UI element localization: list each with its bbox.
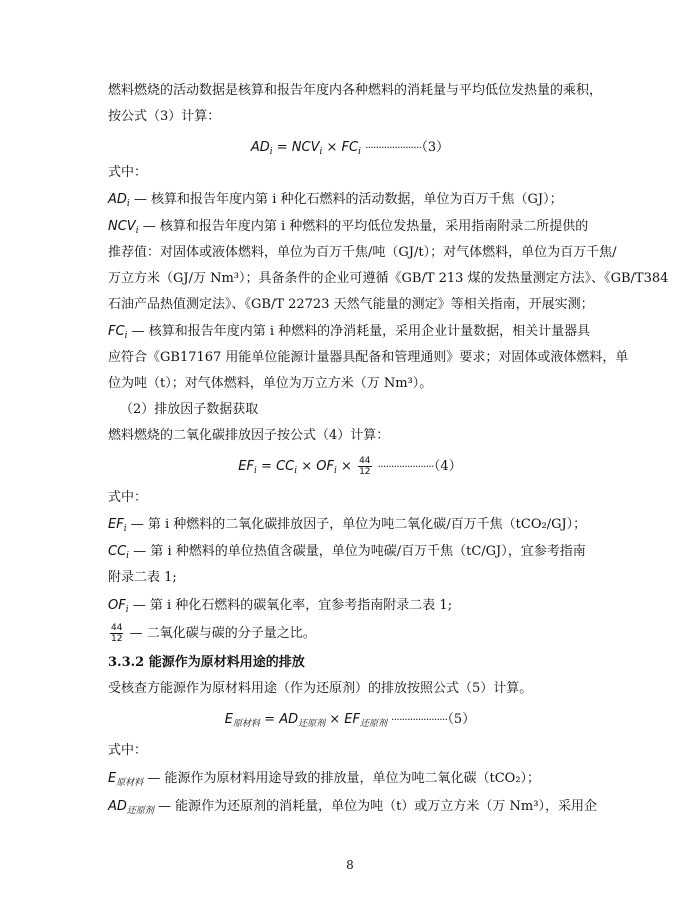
definition-ad-reductant bbox=[108, 798, 597, 820]
def-fraction bbox=[110, 623, 123, 644]
eq-term: E bbox=[224, 712, 234, 727]
def-subscript: i bbox=[135, 226, 139, 236]
definition-fraction bbox=[108, 623, 316, 644]
def-subscript: i bbox=[125, 605, 129, 615]
eq-operator: = bbox=[256, 459, 277, 474]
eq-operator: × bbox=[297, 459, 317, 474]
def-subscript: i bbox=[126, 551, 130, 561]
eq-term: CC bbox=[276, 459, 295, 474]
leader-dots: ····················· bbox=[365, 143, 422, 154]
definition-ncv-cont: 推荐值：对固体或液体燃料，单位为百万千焦/吨（GJ/t）；对气体燃料，单位为百万千焦/ bbox=[108, 245, 617, 260]
equation-number: （5） bbox=[447, 712, 476, 727]
def-variable: FC bbox=[108, 324, 125, 339]
eq-subscript: 原材料 bbox=[233, 719, 261, 729]
eq-subscript: i bbox=[294, 466, 298, 476]
definition-fc-cont: 位为吨（t）；对气体燃料，单位为万立方米（万 Nm³）。 bbox=[108, 376, 433, 391]
eq-subscript: 还原剂 bbox=[298, 719, 326, 729]
def-subscript: 原材料 bbox=[116, 778, 144, 788]
definition-cc bbox=[108, 543, 586, 565]
eq-term: FC bbox=[341, 140, 359, 155]
eq-operator: × bbox=[325, 712, 345, 727]
def-variable: AD bbox=[108, 799, 127, 814]
equation-number: （4） bbox=[433, 459, 462, 474]
definition-ad bbox=[108, 191, 563, 213]
fraction-numerator: 44 bbox=[359, 456, 371, 466]
def-subscript: 还原剂 bbox=[126, 806, 154, 816]
def-variable: OF bbox=[108, 598, 126, 613]
def-text: — 第 i 种燃料的单位热值含碳量，单位为吨碳/百万千焦（tC/GJ），宜参考指南 bbox=[129, 544, 586, 559]
eq-subscript: i bbox=[334, 466, 337, 476]
def-text: — 第 i 种燃料的二氧化碳排放因子，单位为吨二氧化碳/百万千焦（tCO₂/GJ）； bbox=[126, 517, 587, 532]
def-text: — 第 i 种化石燃料的碳氧化率，宜参考指南附录二表 1; bbox=[128, 598, 453, 613]
def-text: — 核算和报告年度内第 i 种化石燃料的活动数据，单位为百万千焦（GJ）； bbox=[129, 192, 563, 207]
eq-subscript: i bbox=[269, 147, 273, 157]
def-variable: EF bbox=[108, 517, 124, 532]
eq-term: AD bbox=[279, 712, 299, 727]
eq-term: AD bbox=[250, 140, 270, 155]
definition-fc bbox=[108, 323, 590, 345]
equation-3 bbox=[0, 136, 700, 157]
fraction-numerator: 44 bbox=[111, 623, 123, 633]
page-number: 8 bbox=[346, 858, 354, 872]
paragraph-line: 按公式（3）计算： bbox=[108, 109, 221, 124]
leader-dots: ····················· bbox=[377, 462, 434, 473]
eq-operator: × bbox=[336, 459, 357, 474]
definition-ncv bbox=[108, 218, 588, 240]
eq-term: EF bbox=[238, 459, 254, 474]
equation-number: （3） bbox=[421, 140, 450, 155]
eq-term: OF bbox=[316, 459, 334, 474]
fraction-denominator: 12 bbox=[359, 467, 371, 477]
leader-dots: ····················· bbox=[391, 715, 448, 726]
equation-4 bbox=[0, 455, 700, 477]
def-text: — 二氧化碳与碳的分子量之比。 bbox=[125, 626, 316, 641]
def-subscript: i bbox=[124, 331, 128, 341]
eq-term: EF bbox=[344, 712, 360, 727]
definition-e bbox=[108, 770, 540, 792]
def-text: — 核算和报告年度内第 i 种燃料的净消耗量，采用企业计量数据，相关计量器具 bbox=[127, 324, 591, 339]
subsection-heading: 3.3.2 能源作为原材料用途的排放 bbox=[108, 655, 305, 670]
paragraph-line: 燃料燃烧的活动数据是核算和报告年度内各种燃料的消耗量与平均低位发热量的乘积， bbox=[108, 83, 603, 98]
eq-fraction bbox=[358, 456, 371, 477]
definition-ef bbox=[108, 516, 586, 538]
def-variable: AD bbox=[108, 192, 127, 207]
formula-legend-label: 式中： bbox=[108, 165, 148, 180]
definition-cc-cont: 附录二表 1; bbox=[108, 570, 177, 585]
eq-subscript: 还原剂 bbox=[360, 719, 388, 729]
def-text: — 能源作为原材料用途导致的排放量，单位为吨二氧化碳（tCO₂）； bbox=[143, 771, 541, 786]
formula-legend-label: 式中： bbox=[108, 743, 148, 758]
def-subscript: i bbox=[123, 524, 127, 534]
def-subscript: i bbox=[126, 199, 130, 209]
def-variable: CC bbox=[108, 544, 127, 559]
eq-operator: = bbox=[272, 140, 292, 155]
def-variable: E bbox=[108, 771, 117, 786]
eq-subscript: i bbox=[319, 147, 323, 157]
definition-ncv-cont: 万立方米（GJ/万 Nm³）；具备条件的企业可遵循《GB/T 213 煤的发热量测定方法》、《GB/T384 bbox=[108, 271, 669, 286]
eq-subscript: i bbox=[358, 147, 361, 157]
definition-fc-cont: 应符合《GB17167 用能单位能源计量器具配备和管理通则》要求；对固体或液体燃料，单 bbox=[108, 350, 629, 365]
fraction-denominator: 12 bbox=[111, 634, 123, 644]
formula-legend-label: 式中： bbox=[108, 490, 148, 505]
def-text: — 能源作为还原剂的消耗量，单位为吨（t）或万立方米（万 Nm³），采用企 bbox=[153, 799, 597, 814]
def-text: — 核算和报告年度内第 i 种燃料的平均低位发热量，采用指南附录二所提供的 bbox=[138, 219, 589, 234]
paragraph-line: 燃料燃烧的二氧化碳排放因子按公式（4）计算： bbox=[108, 428, 390, 443]
eq-operator: = bbox=[260, 712, 280, 727]
section-heading: （2）排放因子数据获取 bbox=[120, 402, 259, 417]
def-variable: NCV bbox=[108, 219, 136, 234]
equation-5 bbox=[0, 708, 700, 729]
eq-term: NCV bbox=[291, 140, 320, 155]
eq-subscript: i bbox=[254, 466, 257, 476]
eq-operator: × bbox=[322, 140, 342, 155]
definition-ncv-cont: 石油产品热值测定法》、《GB/T 22723 天然气能量的测定》等相关指南，开展实测； bbox=[108, 297, 594, 312]
definition-of bbox=[108, 597, 452, 619]
paragraph-line: 受核查方能源作为原材料用途（作为还原剂）的排放按照公式（5）计算。 bbox=[108, 681, 533, 696]
